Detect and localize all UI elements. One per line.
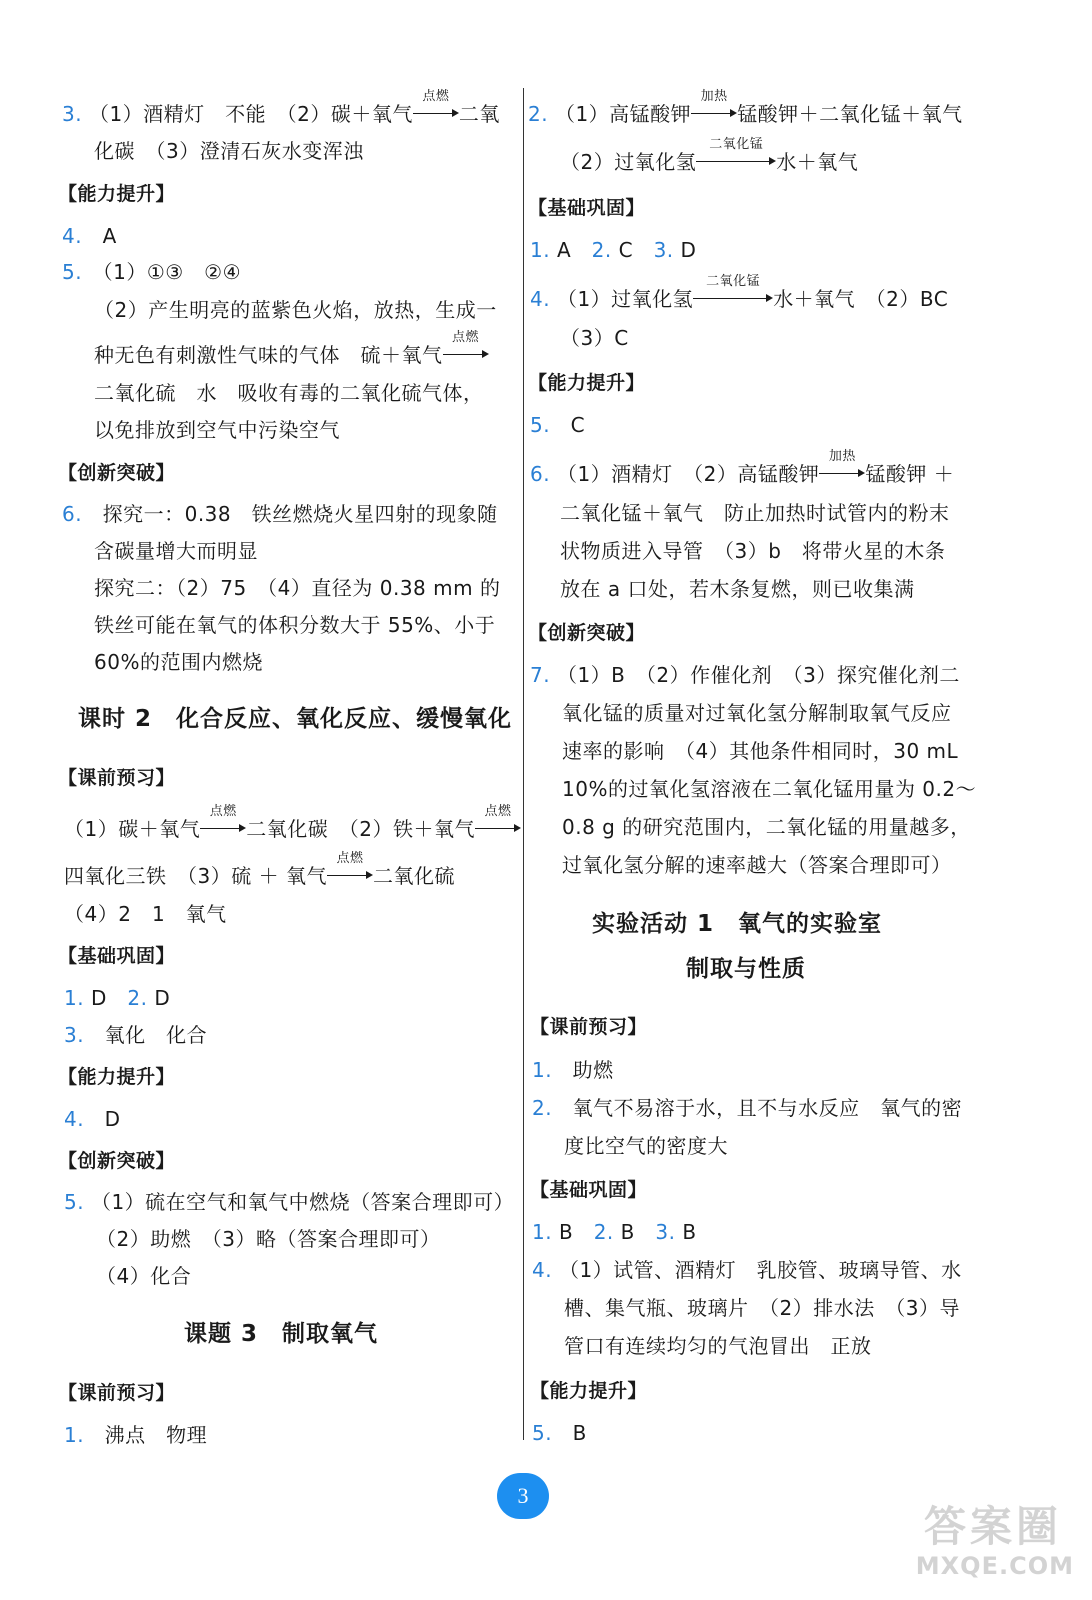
answer-3: 3. （1）酒精灯 不能 （2）碳＋氧气 点燃 二氧 (62, 89, 500, 126)
answer-5: 5. B (532, 1421, 587, 1445)
answer-7-line: 过氧化氢分解的速率越大（答案合理即可） (562, 853, 952, 877)
reaction-arrow: 加热 (819, 460, 865, 488)
answer-7-line: 0.8 g 的研究范围内，二氧化锰的用量越多， (562, 815, 971, 839)
section-heading: 【创新突破】 (58, 462, 176, 484)
reaction-arrow: 点燃 (200, 815, 246, 843)
section-heading: 【能力提升】 (58, 1066, 176, 1088)
answer-4-line: 管口有连续均匀的气泡冒出 正放 (564, 1334, 872, 1358)
answer-5-line: （2）助燃 （3）略（答案合理即可） (96, 1227, 441, 1251)
answer-1-2: 1. D 2. D (64, 986, 171, 1010)
answer-6-line: 探究二：（2）75 （4）直径为 0.38 mm 的 (94, 576, 501, 600)
preview-line: （4）2 1 氧气 (64, 902, 227, 926)
reaction-arrow: 点燃 (475, 815, 521, 843)
section-heading: 【课前预习】 (58, 767, 176, 789)
answer-4-line: 槽、集气瓶、玻璃片 （2）排水法 （3）导 (564, 1296, 960, 1320)
watermark-url: MXQE.COM (915, 1552, 1074, 1580)
answer-6: 6. （1）酒精灯 （2）高锰酸钾 加热 锰酸钾 ＋ (530, 449, 955, 486)
answer-5-line: （4）化合 (96, 1264, 192, 1288)
section-heading: 【基础巩固】 (528, 197, 646, 219)
answer-1: 1. 助燃 (532, 1058, 614, 1082)
activity-title-cont: 制取与性质 (686, 956, 806, 982)
section-heading: 【课前预习】 (58, 1382, 176, 1404)
answer-5-line: （2）产生明亮的蓝紫色火焰，放热，生成一 (94, 298, 497, 322)
answer-7-line: 氧化锰的质量对过氧化氢分解制取氧气反应 (562, 701, 952, 725)
section-heading: 【能力提升】 (58, 183, 176, 205)
answer-7-line: 速率的影响 （4）其他条件相同时，30 mL (562, 739, 959, 763)
answer-7-line: 10%的过氧化氢溶液在二氧化锰用量为 0.2～ (562, 777, 977, 801)
reaction-arrow: 点燃 (413, 100, 459, 128)
answer-2-line: 度比空气的密度大 (564, 1134, 728, 1158)
answer-3-cont: 化碳 （3）澄清石灰水变浑浊 (94, 139, 364, 163)
reaction-arrow: 二氧化锰 (693, 285, 773, 313)
activity-title: 实验活动 1 氧气的实验室 (592, 911, 883, 937)
answer-4: 4. （1）试管、酒精灯 乳胶管、玻璃导管、水 (532, 1258, 962, 1282)
answer-6-line: 铁丝可能在氧气的体积分数大于 55%、小于 (94, 613, 496, 637)
section-heading: 【能力提升】 (528, 372, 646, 394)
preview-line: 四氧化三铁 （3）硫 ＋ 氧气 点燃 二氧化硫 (64, 851, 455, 888)
answer-6-line: 状物质进入导管 （3）b 将带火星的木条 (560, 539, 946, 563)
reaction-arrow: 加热 (691, 100, 737, 128)
answer-4: 4. （1）过氧化氢 二氧化锰 水＋氧气 （2）BC (530, 274, 949, 311)
answer-4: 4. A (62, 224, 117, 248)
section-heading: 【创新突破】 (528, 622, 646, 644)
answer-4-line: （3）C (560, 326, 629, 350)
answer-7: 7. （1）B （2）作催化剂 （3）探究催化剂二 (530, 663, 960, 687)
answer-5: 5. （1）①③ ②④ (62, 260, 242, 284)
answer-4: 4. D (64, 1107, 121, 1131)
answer-6-line: 含碳量增大而明显 (94, 539, 258, 563)
topic-title: 课题 3 制取氧气 (184, 1321, 379, 1347)
lesson-title: 课时 2 化合反应、氧化反应、缓慢氧化 (78, 706, 513, 732)
answer-1-3: 1. A 2. C 3. D (530, 238, 697, 262)
answer-2-line: （2）过氧化氢 二氧化锰 水＋氧气 (560, 137, 859, 174)
preview-line: （1）碳＋氧气 点燃 二氧化碳 （2）铁＋氧气 点燃 (64, 815, 521, 843)
column-divider (523, 88, 524, 1440)
answer-6-line: 放在 a 口处，若木条复燃，则已收集满 (560, 577, 915, 601)
answer-2: 2. （1）高锰酸钾 加热 锰酸钾＋二氧化锰＋氧气 (528, 89, 963, 126)
answer-6: 6. 探究一：0.38 铁丝燃烧火星四射的现象随 (62, 502, 498, 526)
reaction-arrow: 点燃 (443, 341, 489, 369)
answer-1: 1. 沸点 物理 (64, 1423, 208, 1447)
answer-2: 2. 氧气不易溶于水，且不与水反应 氧气的密 (532, 1096, 963, 1120)
answer-5: 5. C (530, 413, 586, 437)
section-heading: 【基础巩固】 (530, 1179, 648, 1201)
reaction-arrow: 二氧化锰 (696, 148, 776, 176)
section-heading: 【课前预习】 (530, 1016, 648, 1038)
answer-5-line: 以免排放到空气中污染空气 (94, 418, 340, 442)
answer-6-line: 60%的范围内燃烧 (94, 650, 263, 674)
section-heading: 【基础巩固】 (58, 945, 176, 967)
answer-5-line: 种无色有刺激性气味的气体 硫＋氧气 点燃 (94, 341, 489, 369)
answer-1-3: 1. B 2. B 3. B (532, 1220, 697, 1244)
watermark-logo: 答案圈 (923, 1502, 1062, 1551)
answer-6-line: 二氧化锰＋氧气 防止加热时试管内的粉末 (560, 501, 950, 525)
page-number: 3 (497, 1473, 549, 1519)
reaction-arrow: 点燃 (327, 862, 373, 890)
section-heading: 【能力提升】 (530, 1380, 648, 1402)
section-heading: 【创新突破】 (58, 1150, 176, 1172)
answer-3: 3. 氧化 化合 (64, 1023, 208, 1047)
answer-5: 5. （1）硫在空气和氧气中燃烧（答案合理即可） (64, 1190, 515, 1214)
answer-5-line: 二氧化硫 水 吸收有毒的二氧化硫气体， (94, 381, 484, 405)
